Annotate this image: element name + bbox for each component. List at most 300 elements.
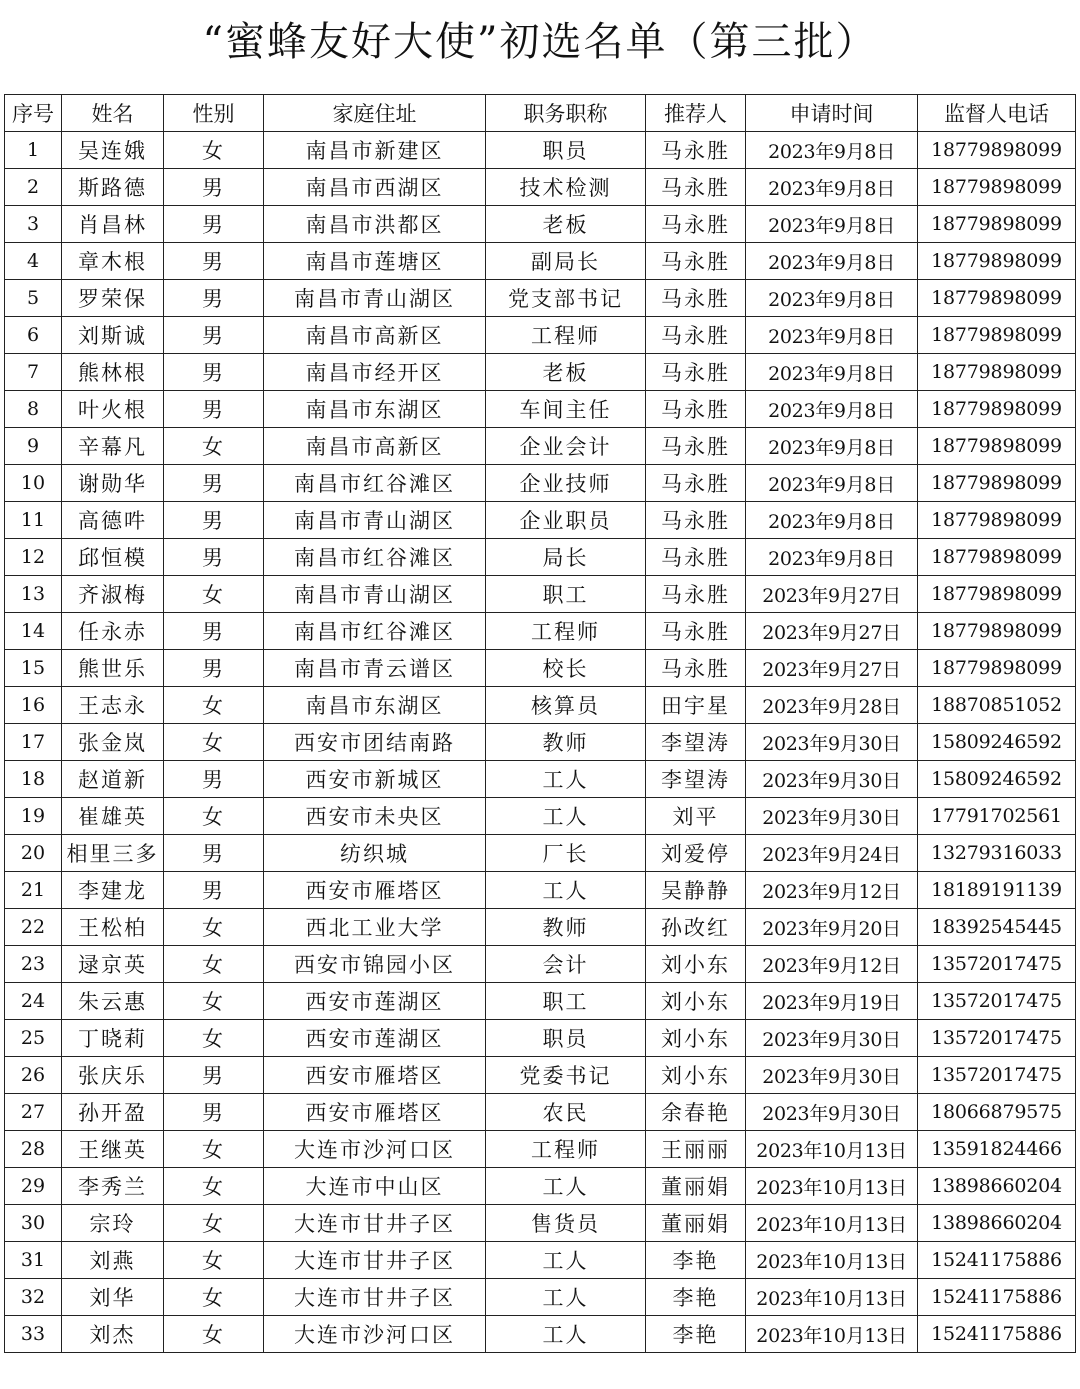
cell-apply-date: 2023年9月30日 xyxy=(746,724,918,761)
cell-address: 南昌市青山湖区 xyxy=(264,502,486,539)
cell-supervisor-phone: 18392545445 xyxy=(918,909,1076,946)
candidate-table xyxy=(4,94,1076,1353)
cell-position: 党支部书记 xyxy=(486,280,646,317)
cell-address: 南昌市高新区 xyxy=(264,428,486,465)
header-gender: 性别 xyxy=(164,95,264,132)
table-row xyxy=(5,243,1076,280)
cell-supervisor-phone: 17791702561 xyxy=(918,798,1076,835)
table-body xyxy=(5,132,1076,1353)
cell-supervisor-phone: 13898660204 xyxy=(918,1168,1076,1205)
cell-apply-date: 2023年9月30日 xyxy=(746,798,918,835)
cell-index: 30 xyxy=(5,1205,62,1242)
table-row xyxy=(5,391,1076,428)
cell-gender: 女 xyxy=(164,1316,264,1353)
cell-index: 28 xyxy=(5,1131,62,1168)
cell-apply-date: 2023年9月8日 xyxy=(746,317,918,354)
cell-name: 任永赤 xyxy=(62,613,164,650)
cell-index: 8 xyxy=(5,391,62,428)
cell-apply-date: 2023年9月8日 xyxy=(746,354,918,391)
cell-position: 工人 xyxy=(486,761,646,798)
cell-apply-date: 2023年10月13日 xyxy=(746,1168,918,1205)
cell-gender: 女 xyxy=(164,1131,264,1168)
cell-position: 售货员 xyxy=(486,1205,646,1242)
cell-recommender: 李望涛 xyxy=(646,761,746,798)
cell-recommender: 王丽丽 xyxy=(646,1131,746,1168)
cell-address: 南昌市东湖区 xyxy=(264,687,486,724)
cell-supervisor-phone: 15809246592 xyxy=(918,761,1076,798)
table-row xyxy=(5,1205,1076,1242)
cell-recommender: 马永胜 xyxy=(646,280,746,317)
cell-recommender: 李望涛 xyxy=(646,724,746,761)
cell-index: 9 xyxy=(5,428,62,465)
cell-index: 1 xyxy=(5,132,62,169)
cell-recommender: 马永胜 xyxy=(646,391,746,428)
table-row xyxy=(5,1279,1076,1316)
cell-gender: 男 xyxy=(164,761,264,798)
cell-position: 企业会计 xyxy=(486,428,646,465)
cell-recommender: 田宇星 xyxy=(646,687,746,724)
cell-supervisor-phone: 13279316033 xyxy=(918,835,1076,872)
cell-index: 31 xyxy=(5,1242,62,1279)
table-row xyxy=(5,1057,1076,1094)
table-row xyxy=(5,798,1076,835)
cell-recommender: 刘小东 xyxy=(646,946,746,983)
cell-position: 副局长 xyxy=(486,243,646,280)
cell-address: 西安市团结南路 xyxy=(264,724,486,761)
cell-recommender: 马永胜 xyxy=(646,354,746,391)
cell-apply-date: 2023年9月8日 xyxy=(746,391,918,428)
cell-apply-date: 2023年9月8日 xyxy=(746,502,918,539)
cell-supervisor-phone: 18779898099 xyxy=(918,317,1076,354)
cell-address: 西安市雁塔区 xyxy=(264,1057,486,1094)
cell-name: 王松柏 xyxy=(62,909,164,946)
cell-apply-date: 2023年9月8日 xyxy=(746,280,918,317)
cell-gender: 男 xyxy=(164,650,264,687)
cell-address: 西安市新城区 xyxy=(264,761,486,798)
cell-supervisor-phone: 18779898099 xyxy=(918,576,1076,613)
cell-index: 33 xyxy=(5,1316,62,1353)
cell-name: 逯京英 xyxy=(62,946,164,983)
cell-apply-date: 2023年10月13日 xyxy=(746,1242,918,1279)
cell-supervisor-phone: 18779898099 xyxy=(918,613,1076,650)
cell-gender: 女 xyxy=(164,983,264,1020)
table-row xyxy=(5,280,1076,317)
cell-position: 职员 xyxy=(486,132,646,169)
table-row xyxy=(5,650,1076,687)
cell-position: 工人 xyxy=(486,1242,646,1279)
cell-apply-date: 2023年9月30日 xyxy=(746,761,918,798)
cell-address: 西安市锦园小区 xyxy=(264,946,486,983)
cell-supervisor-phone: 18779898099 xyxy=(918,391,1076,428)
cell-position: 工程师 xyxy=(486,1131,646,1168)
cell-recommender: 马永胜 xyxy=(646,465,746,502)
cell-name: 刘杰 xyxy=(62,1316,164,1353)
cell-address: 纺织城 xyxy=(264,835,486,872)
cell-apply-date: 2023年9月8日 xyxy=(746,243,918,280)
cell-recommender: 刘爱停 xyxy=(646,835,746,872)
cell-recommender: 李艳 xyxy=(646,1316,746,1353)
cell-gender: 男 xyxy=(164,317,264,354)
cell-supervisor-phone: 18779898099 xyxy=(918,132,1076,169)
cell-name: 吴连娥 xyxy=(62,132,164,169)
cell-gender: 男 xyxy=(164,835,264,872)
cell-position: 核算员 xyxy=(486,687,646,724)
cell-name: 肖昌林 xyxy=(62,206,164,243)
cell-index: 17 xyxy=(5,724,62,761)
cell-index: 25 xyxy=(5,1020,62,1057)
cell-position: 工人 xyxy=(486,798,646,835)
cell-index: 19 xyxy=(5,798,62,835)
cell-gender: 男 xyxy=(164,243,264,280)
header-supervisor-phone: 监督人电话 xyxy=(918,95,1076,132)
cell-name: 熊林根 xyxy=(62,354,164,391)
table-row xyxy=(5,1094,1076,1131)
cell-recommender: 马永胜 xyxy=(646,502,746,539)
cell-apply-date: 2023年9月8日 xyxy=(746,169,918,206)
cell-supervisor-phone: 18779898099 xyxy=(918,206,1076,243)
header-row xyxy=(5,95,1076,132)
cell-index: 26 xyxy=(5,1057,62,1094)
cell-gender: 男 xyxy=(164,391,264,428)
cell-recommender: 马永胜 xyxy=(646,613,746,650)
cell-index: 14 xyxy=(5,613,62,650)
cell-address: 大连市甘井子区 xyxy=(264,1279,486,1316)
cell-index: 16 xyxy=(5,687,62,724)
cell-recommender: 吴静静 xyxy=(646,872,746,909)
cell-name: 刘燕 xyxy=(62,1242,164,1279)
cell-apply-date: 2023年9月8日 xyxy=(746,539,918,576)
cell-name: 崔雄英 xyxy=(62,798,164,835)
cell-supervisor-phone: 18066879575 xyxy=(918,1094,1076,1131)
cell-position: 教师 xyxy=(486,909,646,946)
cell-address: 南昌市青山湖区 xyxy=(264,576,486,613)
header-apply-date: 申请时间 xyxy=(746,95,918,132)
cell-supervisor-phone: 15241175886 xyxy=(918,1316,1076,1353)
cell-supervisor-phone: 13572017475 xyxy=(918,983,1076,1020)
cell-position: 工人 xyxy=(486,1279,646,1316)
cell-gender: 女 xyxy=(164,724,264,761)
cell-index: 3 xyxy=(5,206,62,243)
cell-position: 党委书记 xyxy=(486,1057,646,1094)
cell-gender: 男 xyxy=(164,613,264,650)
table-row xyxy=(5,909,1076,946)
cell-address: 南昌市西湖区 xyxy=(264,169,486,206)
table-row xyxy=(5,169,1076,206)
cell-name: 高德吽 xyxy=(62,502,164,539)
cell-index: 21 xyxy=(5,872,62,909)
page-title: “蜜蜂友好大使”初选名单（第三批） xyxy=(202,19,878,65)
cell-gender: 女 xyxy=(164,1168,264,1205)
cell-gender: 男 xyxy=(164,1057,264,1094)
cell-index: 7 xyxy=(5,354,62,391)
cell-name: 朱云惠 xyxy=(62,983,164,1020)
cell-address: 南昌市红谷滩区 xyxy=(264,613,486,650)
cell-apply-date: 2023年9月30日 xyxy=(746,1020,918,1057)
cell-supervisor-phone: 13898660204 xyxy=(918,1205,1076,1242)
cell-address: 西安市莲湖区 xyxy=(264,983,486,1020)
cell-index: 24 xyxy=(5,983,62,1020)
cell-recommender: 刘平 xyxy=(646,798,746,835)
cell-gender: 女 xyxy=(164,1205,264,1242)
cell-apply-date: 2023年9月8日 xyxy=(746,428,918,465)
cell-recommender: 董丽娟 xyxy=(646,1205,746,1242)
cell-index: 5 xyxy=(5,280,62,317)
cell-position: 老板 xyxy=(486,354,646,391)
table-row xyxy=(5,1242,1076,1279)
cell-name: 谢勋华 xyxy=(62,465,164,502)
cell-gender: 男 xyxy=(164,539,264,576)
cell-position: 工人 xyxy=(486,872,646,909)
header-position: 职务职称 xyxy=(486,95,646,132)
cell-name: 相里三多 xyxy=(62,835,164,872)
cell-index: 15 xyxy=(5,650,62,687)
cell-position: 工程师 xyxy=(486,613,646,650)
cell-name: 刘华 xyxy=(62,1279,164,1316)
cell-recommender: 马永胜 xyxy=(646,539,746,576)
cell-apply-date: 2023年9月30日 xyxy=(746,1094,918,1131)
cell-recommender: 刘小东 xyxy=(646,1020,746,1057)
table-row xyxy=(5,502,1076,539)
cell-address: 南昌市高新区 xyxy=(264,317,486,354)
cell-gender: 男 xyxy=(164,206,264,243)
cell-apply-date: 2023年10月13日 xyxy=(746,1279,918,1316)
cell-apply-date: 2023年9月12日 xyxy=(746,946,918,983)
cell-address: 大连市沙河口区 xyxy=(264,1131,486,1168)
cell-position: 局长 xyxy=(486,539,646,576)
cell-position: 技术检测 xyxy=(486,169,646,206)
cell-name: 赵道新 xyxy=(62,761,164,798)
cell-name: 斯路德 xyxy=(62,169,164,206)
cell-address: 南昌市经开区 xyxy=(264,354,486,391)
cell-address: 大连市中山区 xyxy=(264,1168,486,1205)
cell-supervisor-phone: 15241175886 xyxy=(918,1242,1076,1279)
cell-gender: 男 xyxy=(164,465,264,502)
cell-index: 10 xyxy=(5,465,62,502)
cell-gender: 女 xyxy=(164,132,264,169)
cell-recommender: 刘小东 xyxy=(646,983,746,1020)
cell-address: 南昌市青云谱区 xyxy=(264,650,486,687)
cell-recommender: 李艳 xyxy=(646,1242,746,1279)
cell-index: 4 xyxy=(5,243,62,280)
table-row xyxy=(5,576,1076,613)
cell-position: 企业职员 xyxy=(486,502,646,539)
cell-apply-date: 2023年9月28日 xyxy=(746,687,918,724)
cell-name: 孙开盈 xyxy=(62,1094,164,1131)
cell-address: 南昌市莲塘区 xyxy=(264,243,486,280)
cell-position: 农民 xyxy=(486,1094,646,1131)
cell-position: 工人 xyxy=(486,1168,646,1205)
cell-supervisor-phone: 18779898099 xyxy=(918,539,1076,576)
cell-name: 叶火根 xyxy=(62,391,164,428)
cell-address: 大连市沙河口区 xyxy=(264,1316,486,1353)
cell-apply-date: 2023年9月30日 xyxy=(746,1057,918,1094)
cell-position: 车间主任 xyxy=(486,391,646,428)
cell-gender: 男 xyxy=(164,872,264,909)
table-row xyxy=(5,317,1076,354)
cell-name: 李建龙 xyxy=(62,872,164,909)
table-row xyxy=(5,428,1076,465)
cell-address: 南昌市新建区 xyxy=(264,132,486,169)
cell-position: 工程师 xyxy=(486,317,646,354)
cell-gender: 男 xyxy=(164,502,264,539)
cell-index: 13 xyxy=(5,576,62,613)
cell-gender: 女 xyxy=(164,909,264,946)
cell-position: 职工 xyxy=(486,983,646,1020)
cell-supervisor-phone: 18779898099 xyxy=(918,280,1076,317)
header-name: 姓名 xyxy=(62,95,164,132)
table-row xyxy=(5,983,1076,1020)
cell-gender: 女 xyxy=(164,428,264,465)
cell-supervisor-phone: 13591824466 xyxy=(918,1131,1076,1168)
cell-index: 6 xyxy=(5,317,62,354)
cell-index: 22 xyxy=(5,909,62,946)
cell-name: 王继英 xyxy=(62,1131,164,1168)
cell-apply-date: 2023年10月13日 xyxy=(746,1316,918,1353)
cell-apply-date: 2023年9月24日 xyxy=(746,835,918,872)
cell-index: 29 xyxy=(5,1168,62,1205)
cell-apply-date: 2023年9月8日 xyxy=(746,206,918,243)
cell-supervisor-phone: 15241175886 xyxy=(918,1279,1076,1316)
cell-supervisor-phone: 18779898099 xyxy=(918,502,1076,539)
cell-apply-date: 2023年9月27日 xyxy=(746,576,918,613)
cell-recommender: 孙改红 xyxy=(646,909,746,946)
cell-gender: 女 xyxy=(164,1020,264,1057)
table-row xyxy=(5,946,1076,983)
cell-apply-date: 2023年9月19日 xyxy=(746,983,918,1020)
table-row xyxy=(5,206,1076,243)
cell-index: 12 xyxy=(5,539,62,576)
cell-name: 张金岚 xyxy=(62,724,164,761)
cell-index: 32 xyxy=(5,1279,62,1316)
cell-index: 2 xyxy=(5,169,62,206)
cell-recommender: 马永胜 xyxy=(646,206,746,243)
cell-recommender: 马永胜 xyxy=(646,169,746,206)
table-row xyxy=(5,1168,1076,1205)
cell-name: 罗荣保 xyxy=(62,280,164,317)
cell-index: 18 xyxy=(5,761,62,798)
cell-name: 张庆乐 xyxy=(62,1057,164,1094)
cell-supervisor-phone: 18779898099 xyxy=(918,465,1076,502)
cell-address: 西安市雁塔区 xyxy=(264,872,486,909)
cell-supervisor-phone: 18779898099 xyxy=(918,169,1076,206)
cell-position: 校长 xyxy=(486,650,646,687)
table-row xyxy=(5,613,1076,650)
cell-address: 大连市甘井子区 xyxy=(264,1242,486,1279)
cell-address: 南昌市红谷滩区 xyxy=(264,465,486,502)
cell-name: 熊世乐 xyxy=(62,650,164,687)
table-row xyxy=(5,835,1076,872)
cell-apply-date: 2023年9月12日 xyxy=(746,872,918,909)
cell-gender: 女 xyxy=(164,798,264,835)
cell-index: 20 xyxy=(5,835,62,872)
cell-supervisor-phone: 18870851052 xyxy=(918,687,1076,724)
cell-position: 会计 xyxy=(486,946,646,983)
cell-name: 齐淑梅 xyxy=(62,576,164,613)
table-row xyxy=(5,687,1076,724)
table-row xyxy=(5,1131,1076,1168)
cell-name: 章木根 xyxy=(62,243,164,280)
cell-address: 西安市莲湖区 xyxy=(264,1020,486,1057)
cell-supervisor-phone: 13572017475 xyxy=(918,946,1076,983)
table-row xyxy=(5,465,1076,502)
table-row xyxy=(5,132,1076,169)
cell-recommender: 马永胜 xyxy=(646,650,746,687)
cell-recommender: 李艳 xyxy=(646,1279,746,1316)
cell-name: 王志永 xyxy=(62,687,164,724)
cell-gender: 男 xyxy=(164,354,264,391)
cell-recommender: 余春艳 xyxy=(646,1094,746,1131)
cell-supervisor-phone: 18779898099 xyxy=(918,354,1076,391)
cell-address: 南昌市青山湖区 xyxy=(264,280,486,317)
cell-apply-date: 2023年10月13日 xyxy=(746,1205,918,1242)
cell-gender: 女 xyxy=(164,1279,264,1316)
table-row xyxy=(5,724,1076,761)
cell-supervisor-phone: 18779898099 xyxy=(918,428,1076,465)
cell-gender: 男 xyxy=(164,1094,264,1131)
cell-position: 教师 xyxy=(486,724,646,761)
cell-name: 宗玲 xyxy=(62,1205,164,1242)
table-row xyxy=(5,539,1076,576)
cell-gender: 女 xyxy=(164,576,264,613)
cell-address: 南昌市东湖区 xyxy=(264,391,486,428)
cell-index: 27 xyxy=(5,1094,62,1131)
table-row xyxy=(5,354,1076,391)
cell-supervisor-phone: 13572017475 xyxy=(918,1057,1076,1094)
cell-recommender: 马永胜 xyxy=(646,317,746,354)
cell-apply-date: 2023年10月13日 xyxy=(746,1131,918,1168)
cell-address: 西安市未央区 xyxy=(264,798,486,835)
cell-address: 南昌市洪都区 xyxy=(264,206,486,243)
table-row xyxy=(5,1020,1076,1057)
cell-address: 西北工业大学 xyxy=(264,909,486,946)
header-index: 序号 xyxy=(5,95,62,132)
table-row xyxy=(5,1316,1076,1353)
cell-address: 西安市雁塔区 xyxy=(264,1094,486,1131)
cell-address: 大连市甘井子区 xyxy=(264,1205,486,1242)
table-row xyxy=(5,761,1076,798)
cell-position: 厂长 xyxy=(486,835,646,872)
cell-recommender: 马永胜 xyxy=(646,428,746,465)
table-row xyxy=(5,872,1076,909)
cell-supervisor-phone: 18779898099 xyxy=(918,650,1076,687)
cell-apply-date: 2023年9月20日 xyxy=(746,909,918,946)
cell-position: 老板 xyxy=(486,206,646,243)
cell-position: 企业技师 xyxy=(486,465,646,502)
cell-gender: 男 xyxy=(164,169,264,206)
cell-index: 11 xyxy=(5,502,62,539)
header-recommender: 推荐人 xyxy=(646,95,746,132)
cell-apply-date: 2023年9月8日 xyxy=(746,465,918,502)
cell-position: 职员 xyxy=(486,1020,646,1057)
cell-supervisor-phone: 18189191139 xyxy=(918,872,1076,909)
cell-recommender: 刘小东 xyxy=(646,1057,746,1094)
cell-recommender: 马永胜 xyxy=(646,576,746,613)
cell-recommender: 马永胜 xyxy=(646,132,746,169)
cell-name: 刘斯诚 xyxy=(62,317,164,354)
cell-position: 工人 xyxy=(486,1316,646,1353)
cell-gender: 女 xyxy=(164,1242,264,1279)
cell-gender: 男 xyxy=(164,280,264,317)
cell-name: 辛幕凡 xyxy=(62,428,164,465)
cell-name: 丁晓莉 xyxy=(62,1020,164,1057)
cell-supervisor-phone: 18779898099 xyxy=(918,243,1076,280)
cell-index: 23 xyxy=(5,946,62,983)
cell-supervisor-phone: 13572017475 xyxy=(918,1020,1076,1057)
cell-name: 邱恒模 xyxy=(62,539,164,576)
cell-gender: 女 xyxy=(164,687,264,724)
cell-apply-date: 2023年9月27日 xyxy=(746,650,918,687)
cell-apply-date: 2023年9月27日 xyxy=(746,613,918,650)
